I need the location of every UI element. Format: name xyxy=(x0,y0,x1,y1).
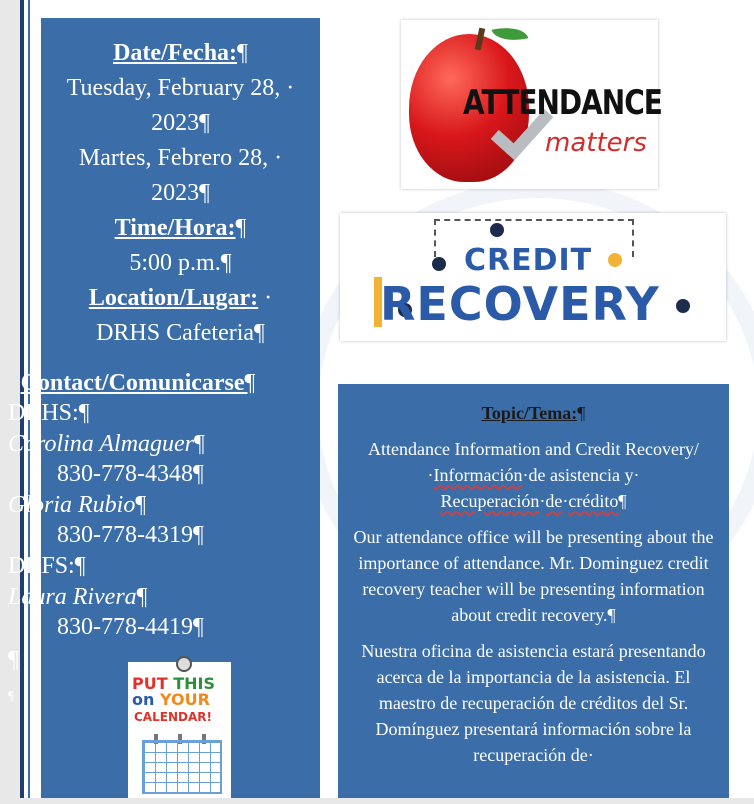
calendar-text-3: CALENDAR! xyxy=(134,710,212,724)
contact-org-drhs: DRHS:¶ xyxy=(8,400,90,426)
contact-name: Laura Rivera¶ xyxy=(8,583,148,610)
contact-phone: 830-778-4419¶ xyxy=(57,614,204,641)
recovery-word: RECOVERY xyxy=(380,277,660,331)
contact-name: Carolina Almaguer¶ xyxy=(8,430,205,457)
topic-box[interactable] xyxy=(338,384,729,804)
contact-phone: 830-778-4348¶ xyxy=(57,461,204,488)
target-icon xyxy=(608,253,622,267)
spanish-paragraph: Nuestra oficina de asistencia estará presentando acerca de la importancia de la asistencia. El maestro de recuperación de créditos del Sr. Domínguez presentará información sobre la recuperación de· xyxy=(361,641,706,765)
topic-heading: Topic/Tema: xyxy=(481,403,578,423)
date-heading: Date/Fecha: xyxy=(113,40,238,66)
location-value: DRHS Cafeteria¶ xyxy=(96,320,265,346)
contact-phone: 830-778-4319¶ xyxy=(57,522,204,549)
date-english-2: 2023¶ xyxy=(151,110,210,136)
calendar-grid-icon xyxy=(142,740,222,794)
contact-heading: Contact/Comunicarse xyxy=(20,370,245,396)
student-figure-icon xyxy=(432,257,446,271)
time-heading: Time/Hora: xyxy=(114,215,236,241)
location-heading-line: Location/Lugar: · xyxy=(88,285,273,311)
attendance-matters-image[interactable] xyxy=(401,20,662,189)
page-bottom-edge xyxy=(0,798,754,804)
matters-word: matters xyxy=(545,128,647,158)
time-value: 5:00 p.m.¶ xyxy=(129,250,232,276)
contact-block xyxy=(8,368,276,712)
contact-heading-line: Contact/Comunicarse¶ xyxy=(20,370,256,396)
pushpin-icon xyxy=(176,656,192,672)
date-heading-line: Date/Fecha:¶ xyxy=(113,40,248,66)
topic-description: Attendance Information and Credit Recovery/·Información·de asistencia y· Recuperación·de·crédito¶ xyxy=(368,439,699,511)
date-spanish-2: 2023¶ xyxy=(151,180,210,206)
put-this-on-your-calendar-image[interactable] xyxy=(128,662,231,800)
credit-word: CREDIT xyxy=(464,243,593,278)
contact-org-drfs: DRFS:¶ xyxy=(8,552,86,579)
time-heading-line: Time/Hora:¶ xyxy=(114,215,247,241)
location-heading: Location/Lugar: xyxy=(88,285,259,311)
date-english-1: Tuesday, February 28, · xyxy=(66,75,295,101)
student-figure-icon xyxy=(676,299,690,313)
calendar-text-2: on YOUR xyxy=(132,690,210,709)
topic-heading-line: Topic/Tema:¶ xyxy=(481,403,586,423)
english-paragraph: Our attendance office will be presenting about the importance of attendance. Mr. Dominguez credit recovery teacher will be presenting information about credit recovery.¶ xyxy=(353,527,714,625)
date-spanish-1: Martes, Febrero 28, · xyxy=(78,145,283,171)
contact-name: Gloria Rubio¶ xyxy=(8,491,147,518)
empty-paragraph-mark-small: ¶ xyxy=(8,688,14,704)
student-figure-icon xyxy=(490,223,504,237)
attendance-word: ATTENDANCE xyxy=(463,82,662,123)
empty-paragraph-mark: ¶ xyxy=(8,646,19,673)
calendar-text-1: PUT THIS xyxy=(132,674,215,693)
credit-recovery-image[interactable] xyxy=(340,213,726,341)
